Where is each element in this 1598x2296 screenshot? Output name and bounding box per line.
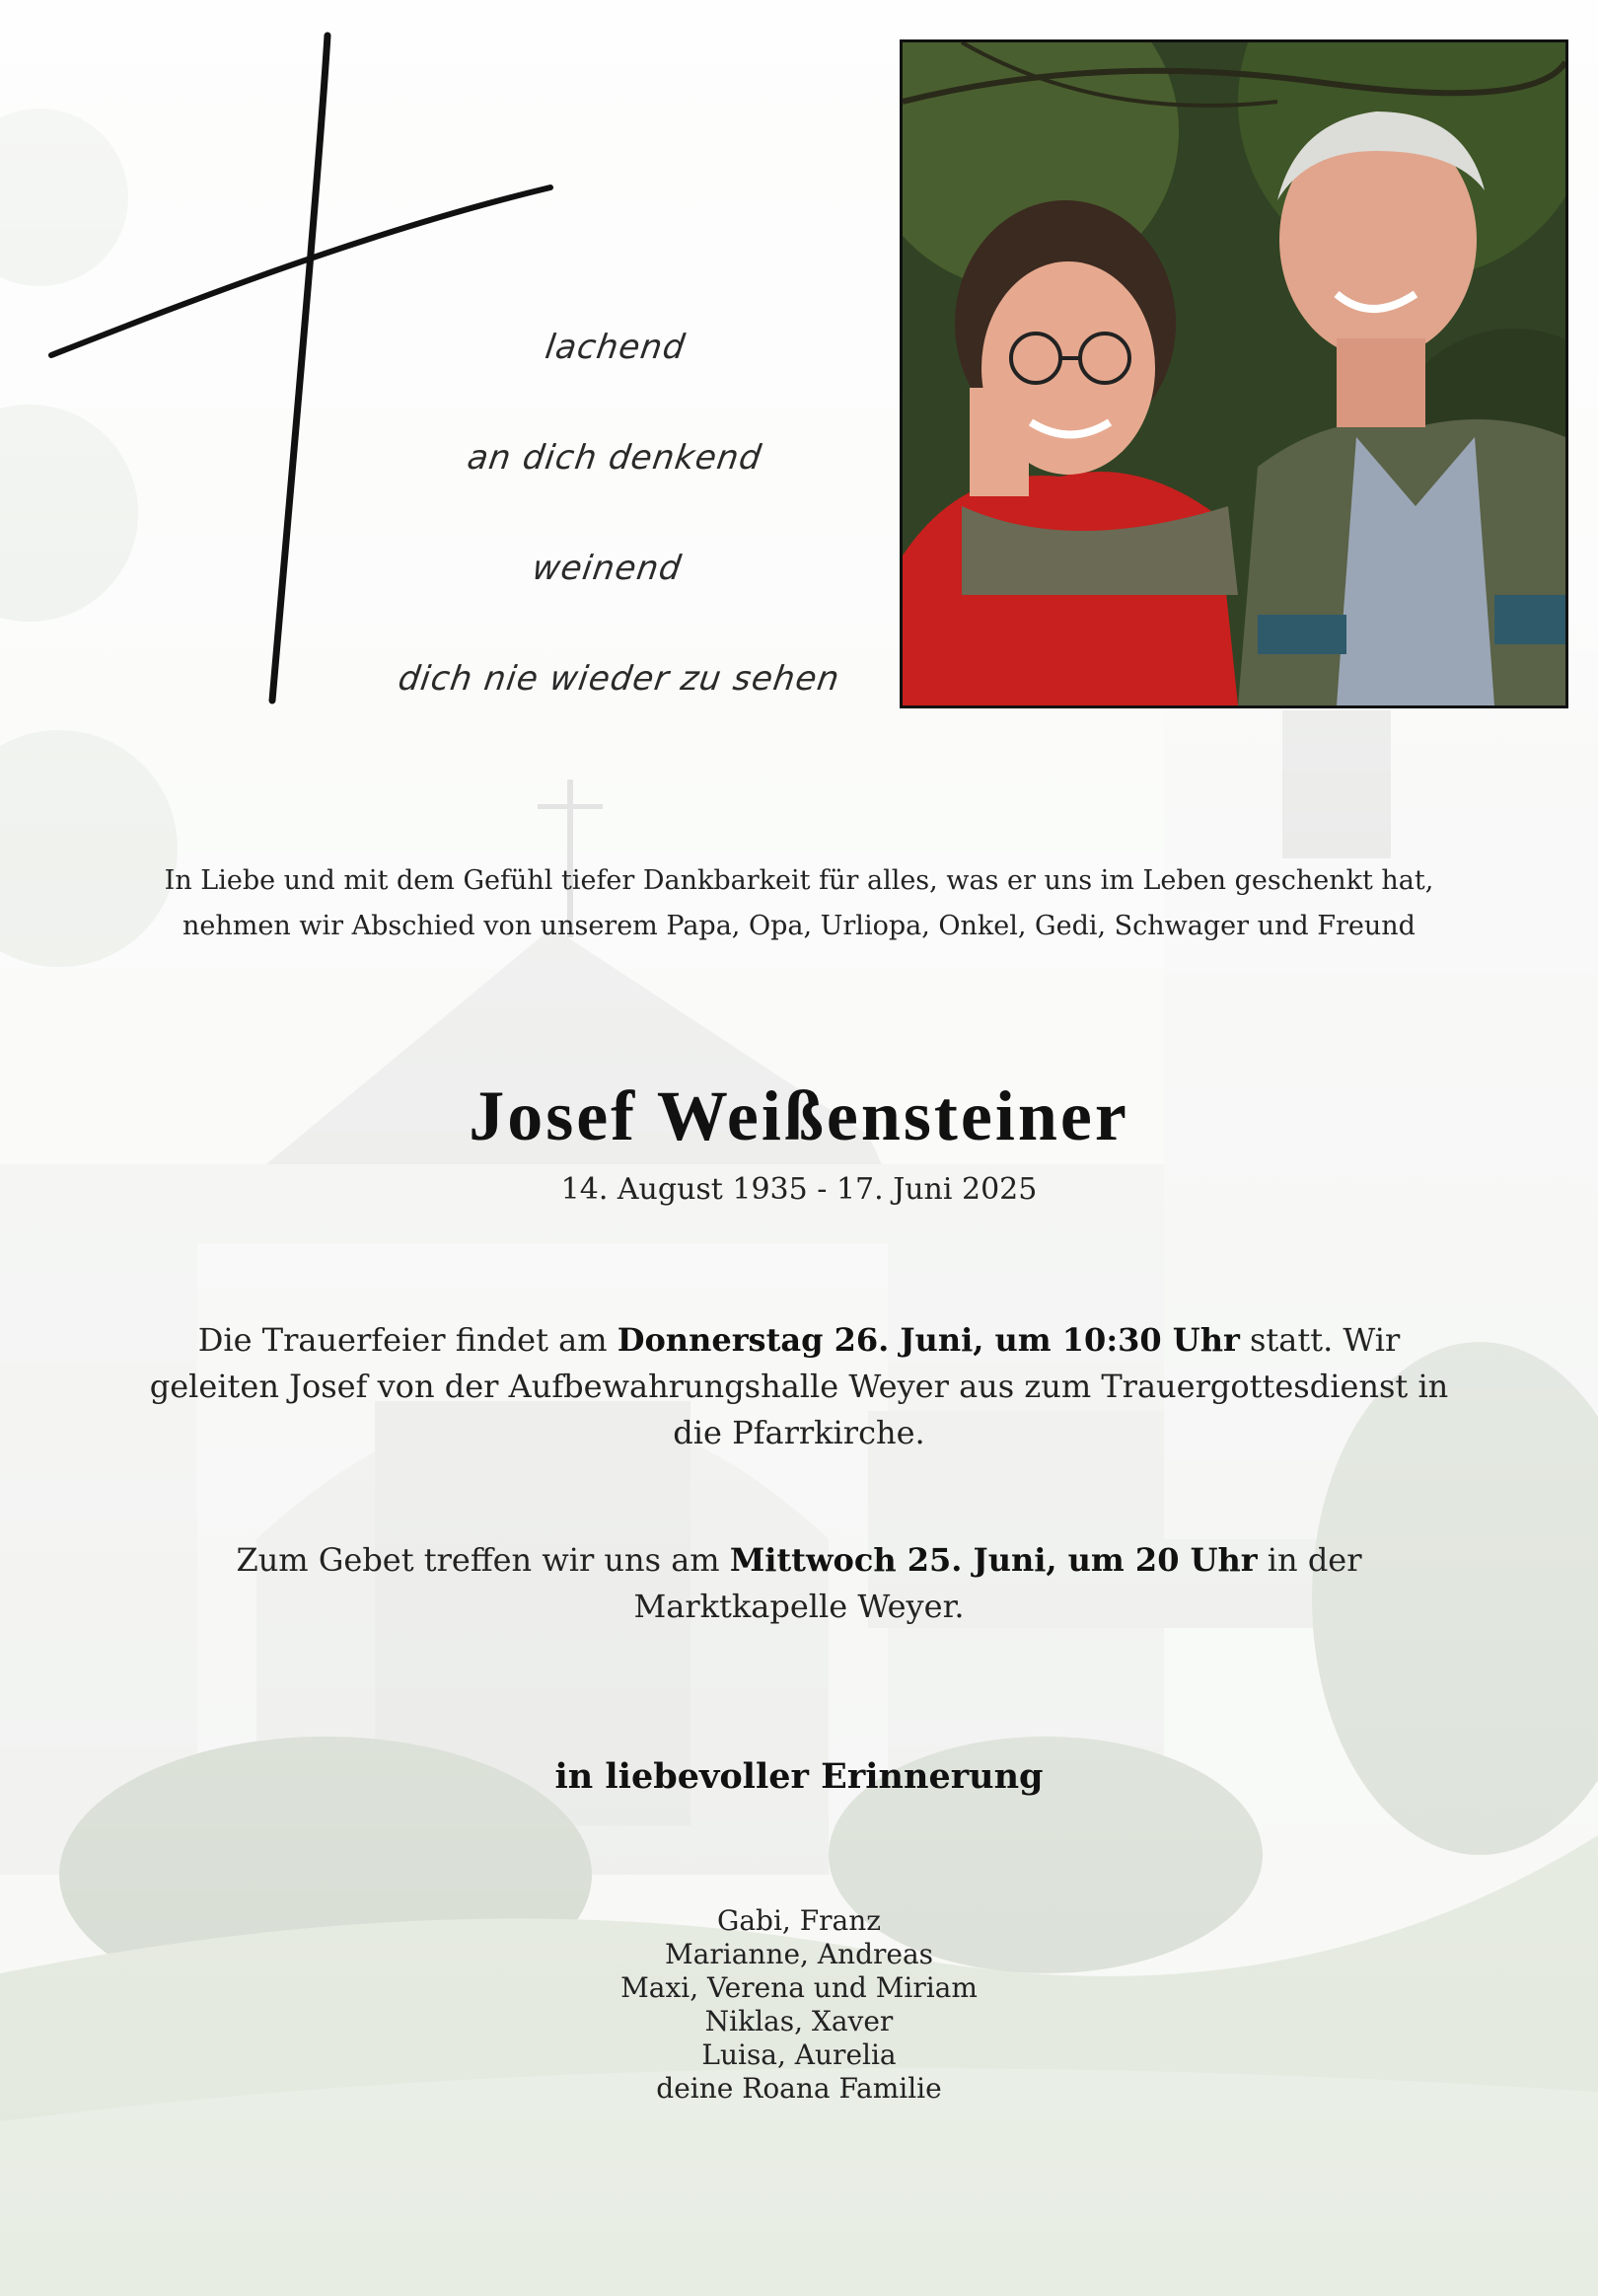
in-loving-memory-heading: in liebevoller Erinnerung — [554, 1756, 1044, 1797]
ceremony-date-time: Donnerstag 26. Juni, um 10:30 Uhr — [617, 1321, 1240, 1359]
prayer-text-1: Zum Gebet treffen wir uns am — [236, 1541, 730, 1579]
prayer-date-time: Mittwoch 25. Juni, um 20 Uhr — [729, 1541, 1258, 1579]
poem-line-1: lachend — [543, 328, 689, 367]
funeral-ceremony-paragraph — [138, 1317, 1460, 1456]
prayer-text-2: in der Marktkapelle Weyer. — [633, 1541, 1362, 1625]
ceremony-text-1: Die Trauerfeier findet am — [197, 1321, 617, 1359]
family-line: Maxi, Verena und Miriam — [620, 1971, 978, 2004]
deceased-name: Josef Weißensteiner — [469, 1076, 1129, 1155]
family-line: Gabi, Franz — [716, 1904, 882, 1937]
ceremony-text-2: statt. Wir geleiten Josef von der Aufbewahrungshalle Weyer aus zum Trauergottesdienst in die Pfarrkirche. — [149, 1321, 1449, 1451]
family-line: Niklas, Xaver — [704, 2005, 894, 2037]
intro-line-1: In Liebe und mit dem Gefühl tiefer Dankbarkeit für alles, was er uns im Leben geschenkt hat, — [164, 865, 1434, 896]
family-list — [0, 1904, 1598, 2106]
poem-line-3: weinend — [530, 549, 685, 588]
prayer-paragraph — [197, 1537, 1401, 1630]
intro-text — [0, 858, 1598, 949]
poem-line-2: an dich denkend — [465, 438, 764, 478]
deceased-dates: 14. August 1935 - 17. Juni 2025 — [560, 1172, 1038, 1207]
cross-icon — [39, 30, 572, 720]
family-line: deine Roana Familie — [656, 2072, 942, 2105]
family-line: Marianne, Andreas — [664, 1938, 934, 1970]
poem-line-4: dich nie wieder zu sehen — [396, 659, 842, 699]
family-line: Luisa, Aurelia — [701, 2038, 897, 2071]
intro-line-2: nehmen wir Abschied von unserem Papa, Opa, Urliopa, Onkel, Gedi, Schwager und Freund — [182, 911, 1416, 941]
couple-portrait-photo — [900, 39, 1568, 708]
